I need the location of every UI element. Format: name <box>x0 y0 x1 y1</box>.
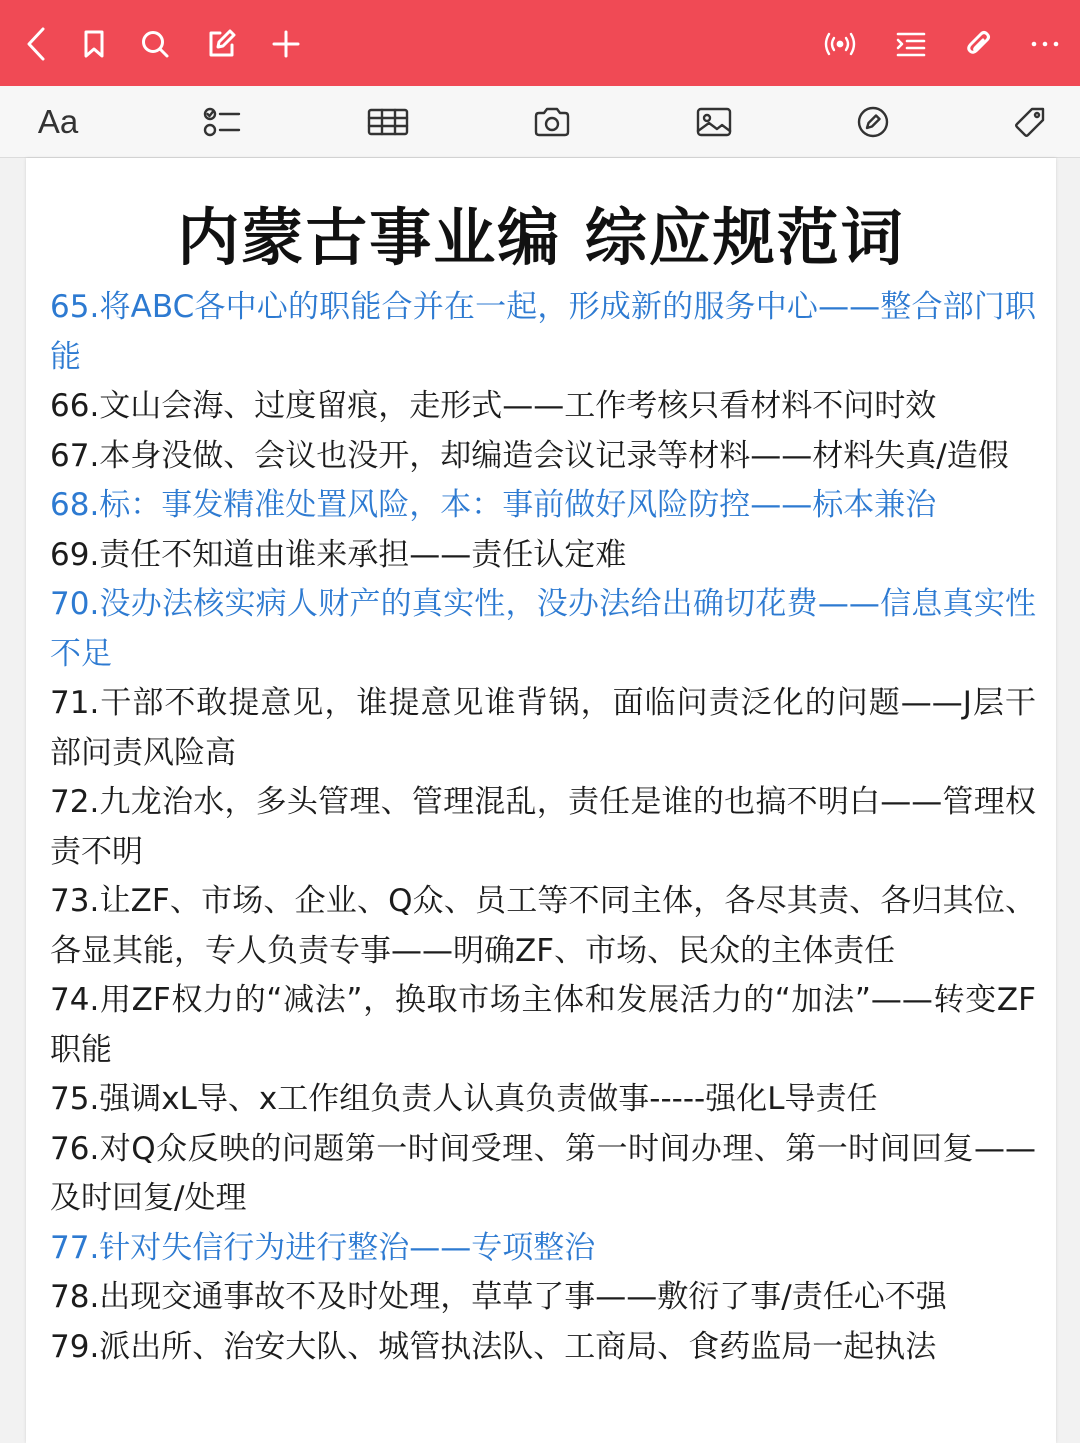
attachment-icon[interactable] <box>957 22 1001 66</box>
page-title: 内蒙古事业编 综应规范词 <box>177 201 905 274</box>
draw-icon[interactable] <box>851 100 895 144</box>
list-item: 73.让ZF、市场、企业、Q众、员工等不同主体，各尽其责、各归其位、各显其能，专人负责专事——明确ZF、市场、民众的主体责任 <box>50 883 1036 969</box>
top-navigation-bar <box>0 0 1080 86</box>
list-item: 67.本身没做、会议也没开，却编造会议记录等材料——材料失真/造假 <box>50 437 1009 474</box>
list-item: 68.标：事发精准处置风险，本：事前做好风险防控——标本兼治 <box>50 487 937 523</box>
list-item: 77.针对失信行为进行整治——专项整治 <box>50 1229 596 1266</box>
checklist-icon[interactable] <box>200 100 244 144</box>
list-item: 70.没办法核实病人财产的真实性，没办法给出确切花费——信息真实性不足 <box>50 586 1036 672</box>
list-item: 66.文山会海、过度留痕，走形式——工作考核只看材料不问时效 <box>50 388 937 424</box>
font-label: Aa <box>37 103 79 140</box>
text-format-button[interactable] <box>34 100 82 144</box>
note-content[interactable] <box>50 283 1036 1372</box>
camera-icon[interactable] <box>530 100 574 144</box>
bookmark-icon[interactable] <box>72 22 116 66</box>
list-item: 78.出现交通事故不及时处理，草草了事——敷衍了事/责任心不强 <box>50 1279 947 1315</box>
more-icon[interactable] <box>1023 22 1067 66</box>
audio-icon[interactable] <box>818 22 862 66</box>
image-icon[interactable] <box>692 100 736 144</box>
list-item: 71.干部不敢提意见，谁提意见谁背锅，面临问责泛化的问题——J层干部问责风险高 <box>50 685 1036 771</box>
list-item: 76.对Q众反映的问题第一时间受理、第一时间办理、第一时间回复——及时回复/处理 <box>50 1130 1036 1216</box>
list-item: 74.用ZF权力的“减法”，换取市场主体和发展活力的“加法”——转变ZF职能 <box>50 982 1036 1068</box>
formatting-toolbar <box>0 86 1080 158</box>
search-icon[interactable] <box>133 22 177 66</box>
edit-icon[interactable] <box>199 22 243 66</box>
note-page[interactable] <box>26 158 1056 1443</box>
back-icon[interactable] <box>14 22 58 66</box>
table-icon[interactable] <box>364 100 412 144</box>
plus-icon[interactable] <box>264 22 308 66</box>
list-item: 65.将ABC各中心的职能合并在一起，形成新的服务中心——整合部门职能 <box>50 289 1036 375</box>
tag-icon[interactable] <box>1008 100 1052 144</box>
list-item: 75.强调xL导、x工作组负责人认真负责做事-----强化L导责任 <box>50 1081 878 1117</box>
list-item: 79.派出所、治安大队、城管执法队、工商局、食药监局一起执法 <box>50 1328 937 1365</box>
list-item: 69.责任不知道由谁来承担——责任认定难 <box>50 536 627 573</box>
list-item: 72.九龙治水，多头管理、管理混乱，责任是谁的也搞不明白——管理权责不明 <box>50 784 1036 870</box>
outline-icon[interactable] <box>889 22 933 66</box>
